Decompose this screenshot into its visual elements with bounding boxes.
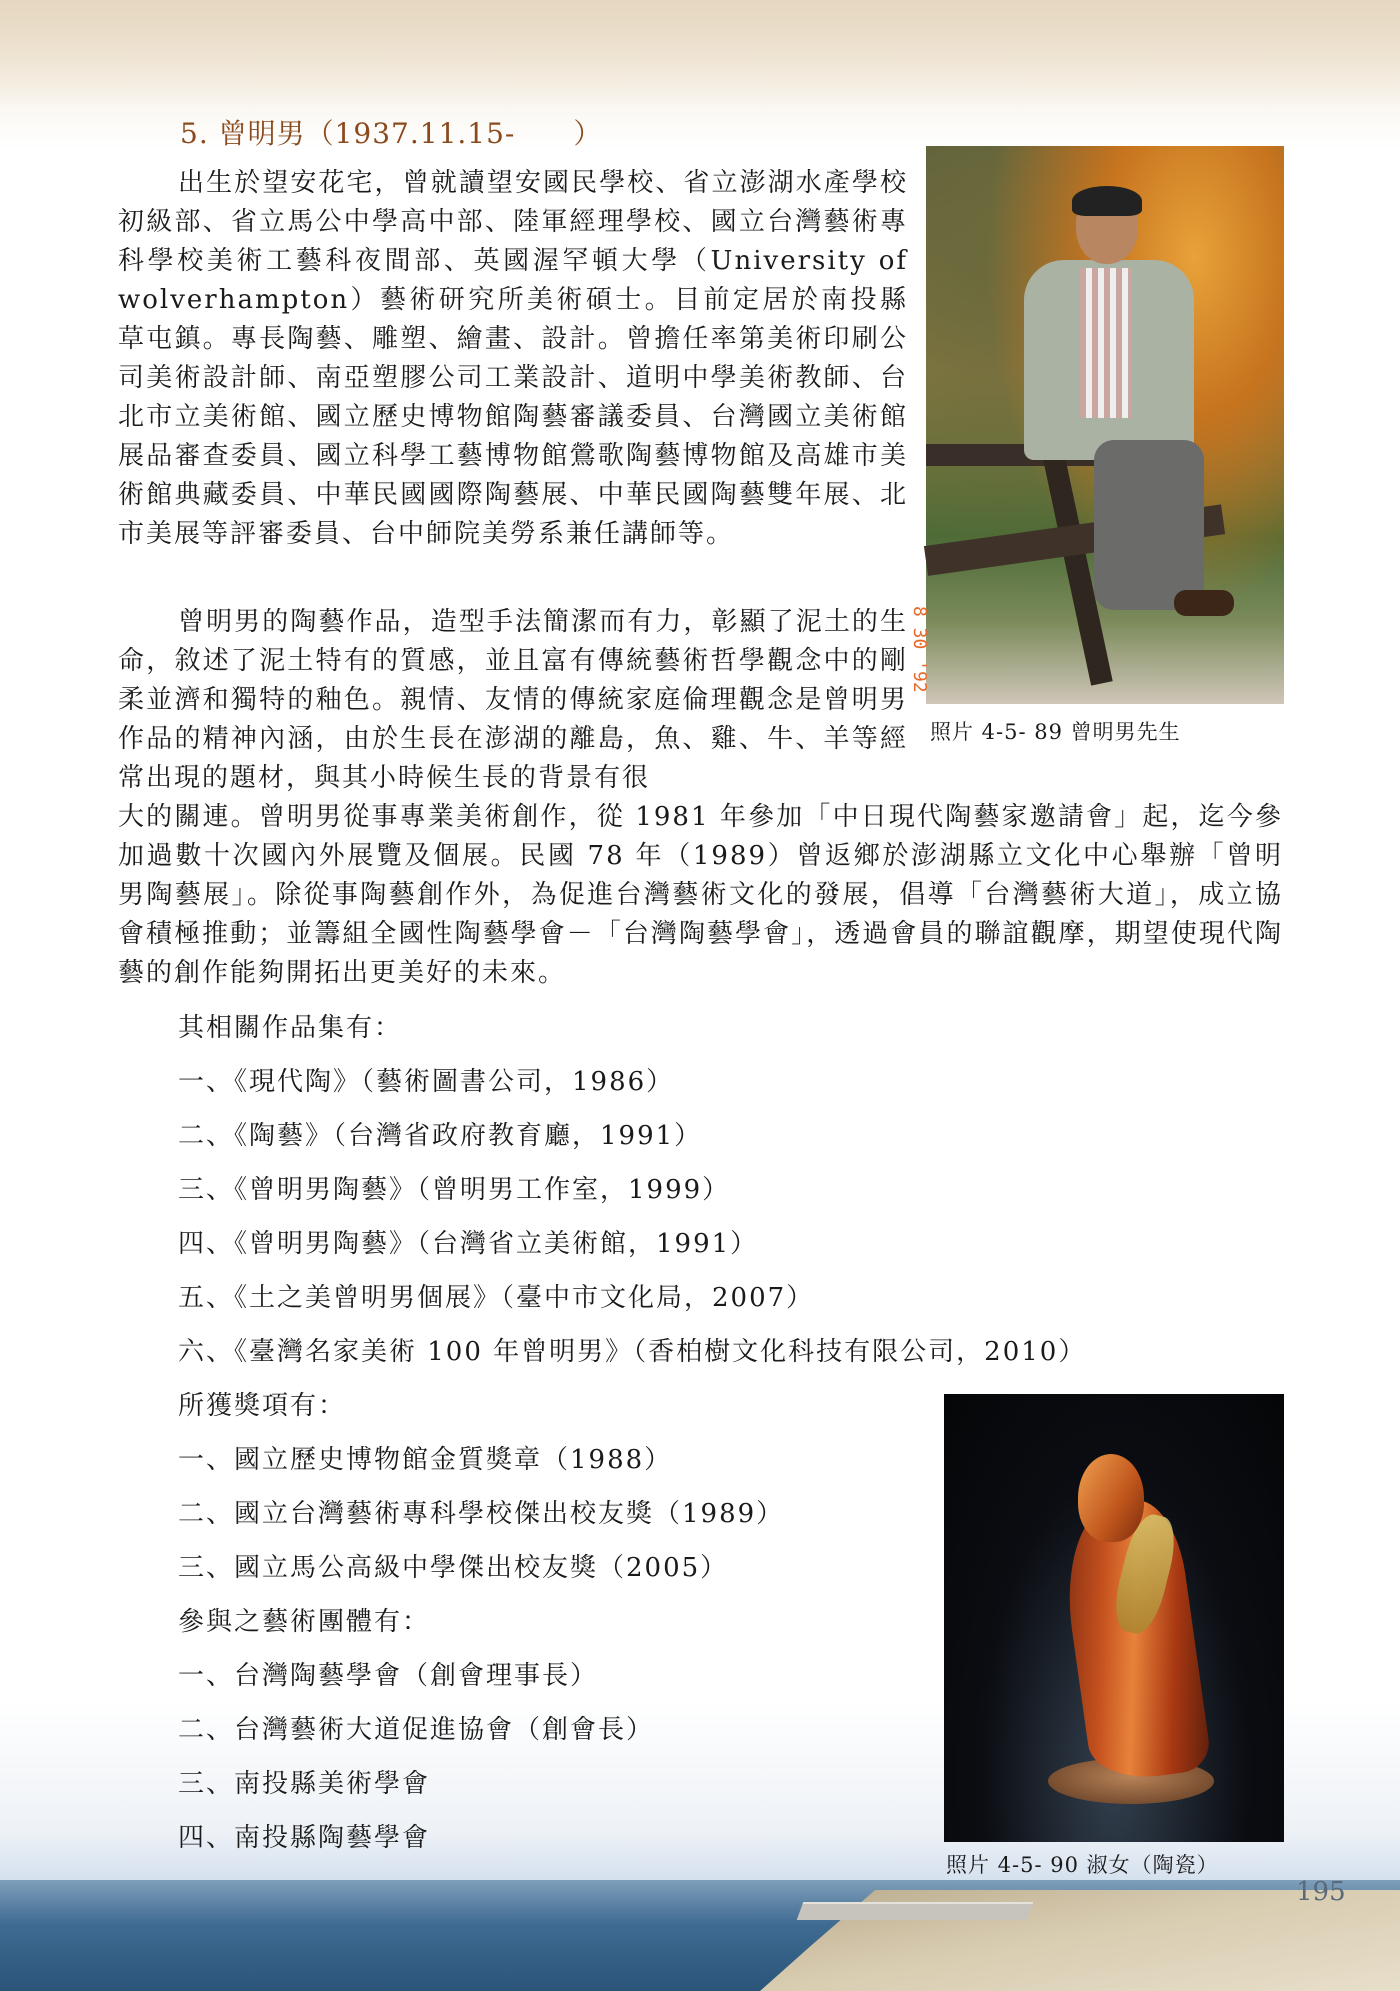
list-item: 五、《土之美曾明男個展》（臺中市文化局，2007） [178, 1283, 815, 1313]
bio-paragraph: 出生於望安花宅，曾就讀望安國民學校、省立澎湖水產學校初級部、省立馬公中學高中部、陸軍經理學校、國立台灣藝術專科學校美術工藝科夜間部、英國渥罕頓大學（University of wolverhampton）藝術研究所美術碩士。目前定居於南投縣草屯鎮。專長陶藝、雕塑、繪畫、設計。曾擔任率第美術印刷公司美術設計師、南亞塑膠公司工業設計、道明中學美術教師、台北市立美術館、國立歷史博物館陶藝審議委員、台灣國立美術館展品審查委員、國立科學工藝博物館鶯歌陶藝博物館及高雄市美術館典藏委員、中華民國國際陶藝展、中華民國陶藝雙年展、北市美展等評審委員、台中師院美勞系兼任講師等。 [118, 168, 908, 549]
plaid-shirt [1080, 268, 1132, 418]
list-item: 四、《曾明男陶藝》（台灣省立美術館，1991） [178, 1229, 759, 1259]
works-paragraph-part2: 大的關連。曾明男從事專業美術創作，從 1981 年參加「中日現代陶藝家邀請會」起，迄今參加過數十次國內外展覽及個展。民國 78 年（1989）曾返鄉於澎湖縣立文化中心舉辦「曾明男陶藝展」。除從事陶藝創作外，為促進台灣藝術文化的發展，倡導「台灣藝術大道」，成立協會積極推動；並籌組全國性陶藝學會－「台灣陶藝學會」，透過會員的聯誼觀摩，期望使現代陶藝的創作能夠開拓出更美好的未來。 [118, 802, 1283, 988]
sculpture-head [1078, 1454, 1144, 1542]
portrait-photo [909, 146, 1284, 704]
top-paper-band [0, 0, 1400, 110]
breakwater [797, 1902, 1034, 1920]
list-heading-awards: 所獲獎項有： [178, 1391, 347, 1421]
list-item: 二、台灣藝術大道促進協會（創會長） [178, 1715, 655, 1745]
works-paragraph-part1: 曾明男的陶藝作品，造型手法簡潔而有力，彰顯了泥土的生命，敘述了泥土特有的質感，並且富有傳統藝術哲學觀念中的剛柔並濟和獨特的釉色。親情、友情的傳統家庭倫理觀念是曾明男作品的精神內涵，由於生長在澎湖的離島，魚、雞、牛、羊等經常出現的題材，與其小時候生長的背景有很 [118, 607, 908, 793]
list-item: 一、台灣陶藝學會（創會理事長） [178, 1661, 599, 1691]
photo-caption-89: 照片 4-5- 89 曾明男先生 [930, 720, 1181, 744]
section-heading: 5. 曾明男（1937.11.15- ） [180, 117, 603, 150]
trousers [1094, 440, 1204, 610]
ceramic-sculpture-photo [944, 1394, 1284, 1842]
photo-caption-90: 照片 4-5- 90 淑女（陶瓷） [946, 1853, 1219, 1877]
list-item: 二、國立台灣藝術專科學校傑出校友獎（1989） [178, 1499, 785, 1529]
hair [1072, 186, 1142, 216]
list-item: 一、國立歷史博物館金質獎章（1988） [178, 1445, 673, 1475]
shoe [1174, 590, 1234, 616]
list-item: 三、《曾明男陶藝》（曾明男工作室，1999） [178, 1175, 731, 1205]
list-item: 四、南投縣陶藝學會 [178, 1823, 431, 1853]
page-number: 195 [1296, 1877, 1346, 1907]
list-item: 六、《臺灣名家美術 100 年曾明男》（香柏樹文化科技有限公司，2010） [178, 1337, 1087, 1367]
list-item: 三、國立馬公高級中學傑出校友獎（2005） [178, 1553, 729, 1583]
photo-date-stamp: 8 30 '92 [909, 606, 930, 693]
list-heading-publications: 其相關作品集有： [178, 1013, 403, 1043]
list-item: 一、《現代陶》（藝術圖書公司，1986） [178, 1067, 675, 1097]
list-heading-groups: 參與之藝術團體有： [178, 1607, 431, 1637]
list-item: 三、南投縣美術學會 [178, 1769, 431, 1799]
list-item: 二、《陶藝》（台灣省政府教育廳，1991） [178, 1121, 703, 1151]
seated-man [1014, 190, 1204, 620]
